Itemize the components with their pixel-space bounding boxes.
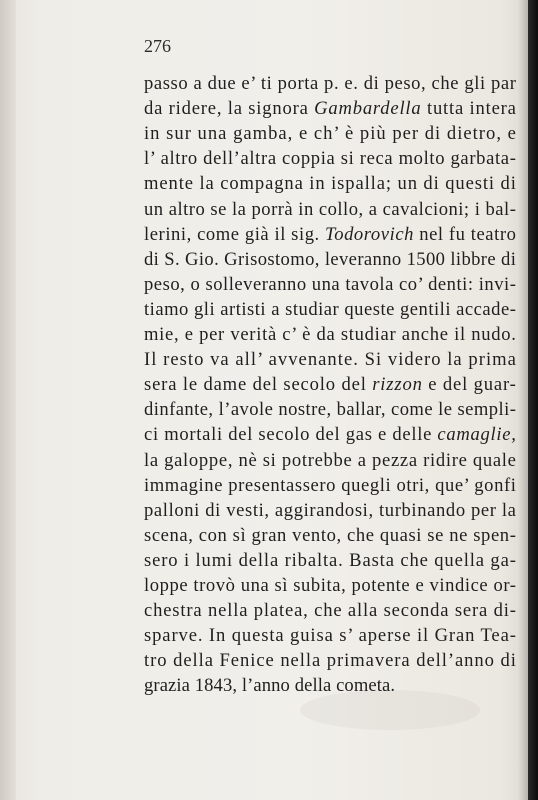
text-segment: scena, con sì gran vento, che quasi se ne spen- [144,524,517,546]
italic-name: Todorovich [325,223,415,245]
book-spine-edge [528,0,538,800]
text-segment: mente la compagna in ispalla; un di questi di [144,173,517,195]
text-segment: peso, o solleveranno una tavola co’ denti: invi- [144,273,517,295]
text-line [144,274,516,296]
text-line [144,73,517,95]
text-line [144,148,517,170]
text-line [144,550,517,572]
text-segment: grazia 1843, l’anno della cometa. [144,675,396,697]
text-segment: e del guar- [422,374,517,396]
text-segment: lerini, come già il sig. [144,223,325,245]
text-line [144,650,517,672]
text-line [144,525,517,547]
text-segment: dinfante, l’avole nostre, ballar, come le sempli- [144,399,517,421]
text-segment: immagine presentassero quegli otri, que’ gonfi [144,474,517,496]
text-line [144,575,516,597]
text-segment: mie, e per verità c’ è da studiar anche il nudo. [144,324,517,345]
text-line [144,675,395,697]
text-segment: palloni di vesti, aggirandosi, turbinando per la [144,499,517,521]
text-segment: ci mortali del secolo del gas e delle [144,424,438,446]
text-line [144,600,517,622]
text-segment: la galoppe, nè si potrebbe a pezza ridire quale [144,449,517,471]
text-segment: tutta intera [421,98,517,120]
text-line [144,249,516,271]
text-line [144,299,516,321]
text-line [144,475,516,497]
text-line [144,173,517,195]
text-segment: un altro se la porrà in collo, a cavalcioni; i bal- [144,198,517,220]
text-line [144,199,516,221]
text-segment: Il resto va all’ avvenante. Si videro la prima [144,349,517,371]
text-segment: chestra nella platea, che alla seconda sera di- [144,600,517,622]
italic-name: camaglie, [437,424,517,446]
text-line [144,374,517,396]
italic-name: Gambardella [314,98,422,120]
text-line [144,224,516,246]
text-segment: nel fu teatro [414,223,517,245]
text-segment: sero i lumi della ribalta. Basta che quella ga- [144,549,517,571]
italic-name: rizzon [372,374,423,396]
text-segment: passo a due e’ ti porta p. e. di peso, che gli par [144,73,517,94]
text-segment: sera le dame del secolo del [144,374,373,396]
text-segment: tro della Fenice nella primavera dell’anno di [144,650,517,672]
text-line [144,625,517,647]
text-segment: tiamo gli artisti a studiar queste gentili accade- [144,298,517,320]
text-segment: loppe trovò una sì subita, potente e vindice or- [144,575,517,596]
page-number: 276 [144,36,171,56]
text-line [144,399,516,421]
text-segment: sparve. In questa guisa s’ aperse il Gran Tea- [144,625,517,647]
text-line [144,123,517,145]
text-line [144,424,517,446]
text-line [144,450,517,472]
text-segment: di S. Gio. Grisostomo, leveranno 1500 libbre di [144,248,517,270]
text-line [144,324,517,346]
text-segment: l’ altro dell’altra coppia si reca molto garbata- [144,148,517,170]
text-line [144,349,517,371]
text-segment: in sur una gamba, e ch’ è più per di dietro, e [144,123,517,145]
text-line [144,500,517,522]
text-line [144,98,517,120]
text-segment: da ridere, la signora [144,98,315,120]
